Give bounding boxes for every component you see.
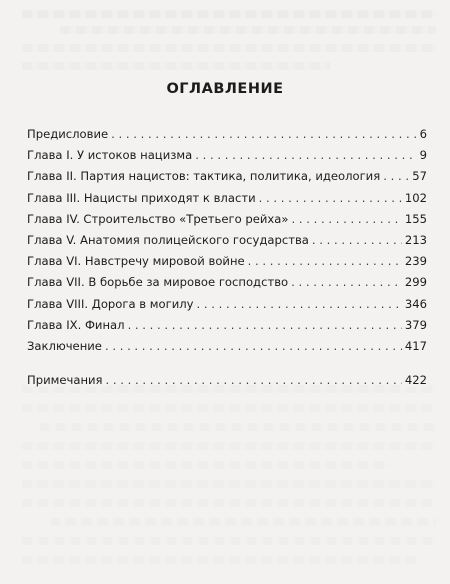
bleed-through bbox=[22, 461, 390, 469]
toc-entry-title: Глава VIII. Дорога в могилу bbox=[27, 297, 197, 311]
toc-entry-page: 422 bbox=[402, 373, 427, 387]
toc-entry-title: Глава VI. Навстречу мировой войне bbox=[27, 254, 248, 268]
toc-heading: ОГЛАВЛЕНИЕ bbox=[166, 81, 284, 97]
toc-entry-page: 213 bbox=[402, 233, 427, 247]
toc-entry-page: 239 bbox=[402, 254, 427, 268]
toc-entry-chapter-5[interactable] bbox=[27, 233, 427, 254]
toc-leader-dots bbox=[259, 191, 402, 205]
toc-leader-dots bbox=[197, 297, 402, 311]
toc-entry-chapter-3[interactable] bbox=[27, 191, 427, 212]
bleed-through bbox=[60, 26, 436, 34]
bleed-through bbox=[40, 423, 436, 431]
bleed-through bbox=[22, 10, 436, 18]
toc-entry-chapter-1[interactable] bbox=[27, 148, 427, 169]
toc-entry-page: 379 bbox=[402, 318, 427, 332]
toc-entry-page: 6 bbox=[417, 127, 427, 141]
toc-leader-dots bbox=[106, 373, 402, 387]
bleed-through bbox=[22, 62, 330, 70]
toc-entry-conclusion[interactable] bbox=[27, 339, 427, 360]
toc-entry-chapter-8[interactable] bbox=[27, 297, 427, 318]
toc-entry-title: Глава I. У истоков нацизма bbox=[27, 148, 195, 162]
toc-entry-title: Предисловие bbox=[27, 127, 111, 141]
bleed-through bbox=[22, 442, 436, 450]
toc-entry-notes[interactable] bbox=[27, 373, 427, 394]
toc-leader-dots bbox=[195, 148, 416, 162]
bleed-through bbox=[22, 404, 436, 412]
toc-leader-dots bbox=[111, 127, 416, 141]
bleed-through bbox=[22, 556, 420, 564]
toc-entry-title: Глава IX. Финал bbox=[27, 318, 128, 332]
toc-leader-dots bbox=[383, 169, 409, 183]
toc-entry-page: 57 bbox=[409, 169, 427, 183]
toc-entry-page: 155 bbox=[402, 212, 427, 226]
toc-entry-preface[interactable] bbox=[27, 127, 427, 148]
toc-entry-title: Глава II. Партия нацистов: тактика, политика, идеология bbox=[27, 169, 383, 183]
toc-entry-chapter-7[interactable] bbox=[27, 275, 427, 296]
toc-leader-dots bbox=[105, 339, 402, 353]
table-of-contents bbox=[27, 127, 427, 394]
toc-entry-page: 102 bbox=[402, 191, 427, 205]
toc-leader-dots bbox=[312, 233, 402, 247]
toc-entry-title: Заключение bbox=[27, 339, 105, 353]
toc-entry-page: 299 bbox=[402, 275, 427, 289]
toc-leader-dots bbox=[291, 275, 402, 289]
bleed-through bbox=[50, 518, 436, 526]
toc-leader-dots bbox=[128, 318, 402, 332]
toc-entry-chapter-2[interactable] bbox=[27, 169, 427, 190]
bleed-through bbox=[22, 537, 436, 545]
toc-entry-chapter-4[interactable] bbox=[27, 212, 427, 233]
toc-entry-title: Глава V. Анатомия полицейского государства bbox=[27, 233, 312, 247]
toc-entry-chapter-9[interactable] bbox=[27, 318, 427, 339]
toc-leader-dots bbox=[291, 212, 401, 226]
toc-entry-title: Глава IV. Строительство «Третьего рейха» bbox=[27, 212, 291, 226]
toc-entry-title: Глава VII. В борьбе за мировое господство bbox=[27, 275, 291, 289]
bleed-through bbox=[22, 44, 436, 52]
toc-entry-chapter-6[interactable] bbox=[27, 254, 427, 275]
bleed-through bbox=[22, 499, 436, 507]
toc-entry-page: 417 bbox=[402, 339, 427, 353]
toc-entry-title: Глава III. Нацисты приходят к власти bbox=[27, 191, 259, 205]
toc-entry-title: Примечания bbox=[27, 373, 106, 387]
toc-leader-dots bbox=[248, 254, 402, 268]
toc-entry-page: 346 bbox=[402, 297, 427, 311]
toc-entry-page: 9 bbox=[417, 148, 427, 162]
bleed-through bbox=[22, 480, 436, 488]
